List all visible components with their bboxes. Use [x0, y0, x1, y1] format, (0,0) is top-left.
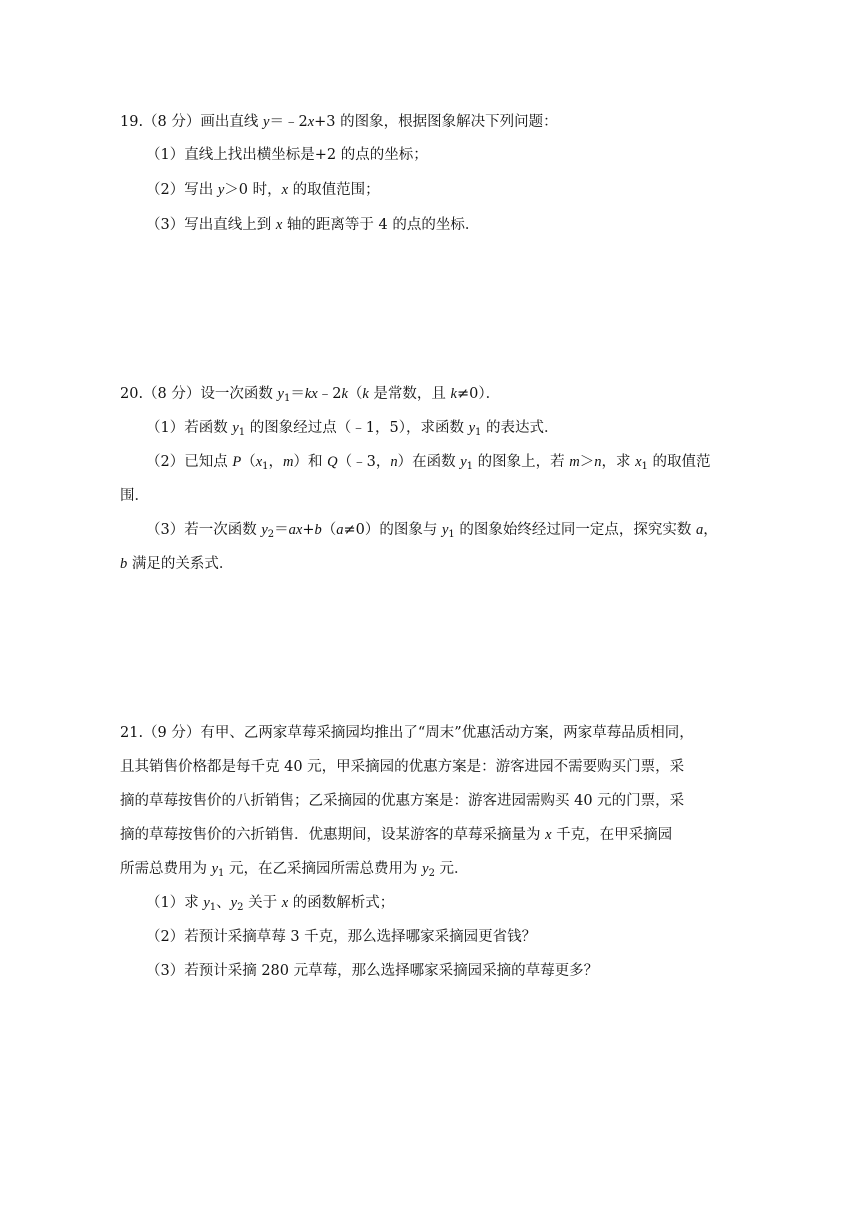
q20-intro: 20.（8 分）设一次函数 $y_1=kx﹣2k(k$ 是常数，且 k≠0）． [120, 386, 501, 404]
q20-part2-line2: 围． [120, 488, 149, 504]
q21-line1: 21.（9 分）有甲、乙两家草莓采摘园均推出了“周末”优惠活动方案，两家草莓品质相同， [120, 725, 694, 741]
q19-part3: （3）写出直线上到 x 轴的距离等于 4 的点的坐标． [146, 217, 480, 233]
q21-line3: 摘的草莓按售价的八折销售；乙采摘园的优惠方案是：游客进园需购买 40 元的门票，采 [120, 793, 685, 809]
q21-line4: 摘的草莓按售价的六折销售．优惠期间，设某游客的草莓采摘量为 x 千克，在甲采摘园 [120, 827, 673, 843]
q20-part2-line1: （2）已知点 $P(x_1$，m）和 Q（﹣3，n）在函数 $y_1$ 的图象上，若 m＞n，求 $x_1$ 的取值范 [146, 454, 711, 472]
q21-line5: 所需总费用为 $y_1$ 元，在乙采摘园所需总费用为 $y_2$ 元． [120, 861, 469, 879]
q20-part3-line1: （3）若一次函数 $y_2=ax+b(a\ne 0)$的图象与 $y_1$ 的图象始终经过同一定点，探究实数 a， [146, 522, 718, 540]
q19-intro: 19.（8 分）画出直线 y＝﹣2x+3 的图象，根据图象解决下列问题： [120, 114, 558, 130]
q21-part2: （2）若预计采摘草莓 3 千克，那么选择哪家采摘园更省钱？ [146, 929, 537, 945]
q20-part1: （1）若函数 $y_1$ 的图象经过点（﹣1，5），求函数 $y_1$ 的表达式． [146, 420, 559, 438]
q21-part3: （3）若预计采摘 280 元草莓，那么选择哪家采摘园采摘的草莓更多？ [146, 963, 599, 979]
q21-part1: （1）求 $y_1$、$y_2$ 关于 x 的函数解析式； [146, 895, 395, 913]
q20-part3-line2: b 满足的关系式． [120, 556, 234, 572]
q21-line2: 且其销售价格都是每千克 40 元，甲采摘园的优惠方案是：游客进园不需要购买门票，采 [120, 759, 685, 775]
q19-part2: （2）写出 y＞0 时，x 的取值范围； [146, 182, 380, 198]
q19-part1: （1）直线上找出横坐标是+2 的点的坐标； [146, 147, 428, 163]
